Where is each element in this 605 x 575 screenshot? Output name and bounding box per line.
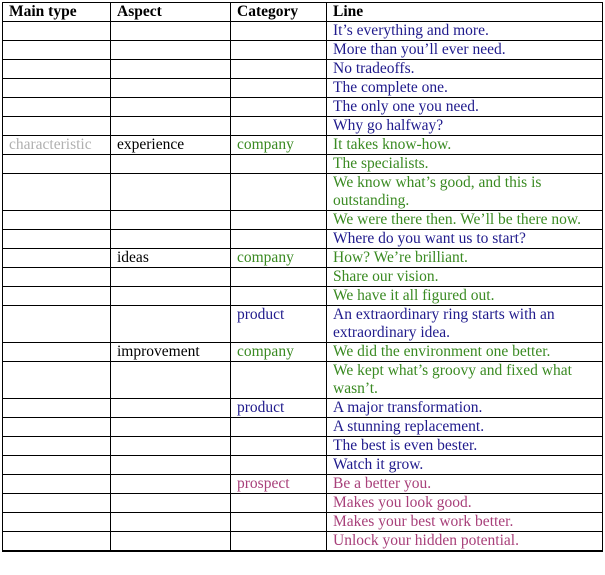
aspect-cell	[111, 230, 231, 249]
main-type-cell	[3, 117, 111, 136]
category-cell	[231, 532, 327, 551]
line-cell: Makes you look good.	[327, 494, 603, 513]
table-row	[3, 532, 603, 551]
aspect-cell	[111, 79, 231, 98]
category-cell	[231, 174, 327, 211]
table-row	[3, 306, 603, 343]
table-row	[3, 249, 603, 268]
header-category: Category	[231, 3, 327, 22]
aspect-cell	[111, 155, 231, 174]
line-cell: Watch it grow.	[327, 456, 603, 475]
category-cell	[231, 287, 327, 306]
table-row	[3, 418, 603, 437]
main-type-cell	[3, 513, 111, 532]
category-cell	[231, 22, 327, 41]
aspect-cell	[111, 60, 231, 79]
table-row	[3, 343, 603, 362]
aspect-cell	[111, 268, 231, 287]
table-row	[3, 475, 603, 494]
main-type-cell	[3, 230, 111, 249]
line-cell: Unlock your hidden potential.	[327, 532, 603, 551]
main-type-cell	[3, 362, 111, 399]
category-cell: prospect	[231, 475, 327, 494]
line-cell: We have it all figured out.	[327, 287, 603, 306]
main-type-cell	[3, 98, 111, 117]
taglines-table	[2, 2, 603, 552]
category-cell	[231, 41, 327, 60]
table-row	[3, 155, 603, 174]
line-cell: It takes know-how.	[327, 136, 603, 155]
main-type-cell	[3, 174, 111, 211]
aspect-cell	[111, 437, 231, 456]
table-row	[3, 60, 603, 79]
category-cell: product	[231, 306, 327, 343]
aspect-cell	[111, 532, 231, 551]
main-type-cell	[3, 268, 111, 287]
line-cell: The complete one.	[327, 79, 603, 98]
line-cell: Share our vision.	[327, 268, 603, 287]
category-cell	[231, 456, 327, 475]
line-cell	[327, 551, 603, 552]
line-cell: How? We’re brilliant.	[327, 249, 603, 268]
header-aspect: Aspect	[111, 3, 231, 22]
table-row	[3, 174, 603, 211]
category-cell	[231, 418, 327, 437]
category-cell	[231, 117, 327, 136]
main-type-cell	[3, 494, 111, 513]
main-type-cell	[3, 399, 111, 418]
line-cell: We know what’s good, and this is outstanding.	[327, 174, 603, 211]
category-cell: product	[231, 399, 327, 418]
aspect-cell	[111, 418, 231, 437]
line-cell: Makes your best work better.	[327, 513, 603, 532]
line-cell: More than you’ll ever need.	[327, 41, 603, 60]
main-type-cell	[3, 306, 111, 343]
category-cell	[231, 98, 327, 117]
table-row	[3, 551, 603, 552]
aspect-cell: improvement	[111, 343, 231, 362]
aspect-cell	[111, 98, 231, 117]
aspect-cell	[111, 211, 231, 230]
line-cell: We kept what’s groovy and fixed what wasn’t.	[327, 362, 603, 399]
line-cell: No tradeoffs.	[327, 60, 603, 79]
aspect-cell	[111, 174, 231, 211]
aspect-cell	[111, 494, 231, 513]
main-type-cell	[3, 456, 111, 475]
aspect-cell	[111, 306, 231, 343]
line-cell: The only one you need.	[327, 98, 603, 117]
table-row	[3, 136, 603, 155]
main-type-cell	[3, 41, 111, 60]
aspect-cell	[111, 513, 231, 532]
aspect-cell	[111, 22, 231, 41]
main-type-cell	[3, 343, 111, 362]
line-cell: It’s everything and more.	[327, 22, 603, 41]
line-cell: We were there then. We’ll be there now.	[327, 211, 603, 230]
category-cell	[231, 79, 327, 98]
category-cell: company	[231, 343, 327, 362]
line-cell: Why go halfway?	[327, 117, 603, 136]
aspect-cell	[111, 475, 231, 494]
category-cell	[231, 230, 327, 249]
category-cell	[231, 494, 327, 513]
line-cell: We did the environment one better.	[327, 343, 603, 362]
aspect-cell	[111, 456, 231, 475]
line-cell: The specialists.	[327, 155, 603, 174]
aspect-cell	[111, 41, 231, 60]
line-cell: The best is even bester.	[327, 437, 603, 456]
category-cell	[231, 362, 327, 399]
table-row	[3, 22, 603, 41]
category-cell	[231, 437, 327, 456]
table-row	[3, 399, 603, 418]
line-cell: A major transformation.	[327, 399, 603, 418]
main-type-cell	[3, 532, 111, 551]
table-row	[3, 41, 603, 60]
main-type-cell	[3, 60, 111, 79]
aspect-cell: experience	[111, 136, 231, 155]
category-cell	[231, 211, 327, 230]
table-row	[3, 494, 603, 513]
category-cell	[231, 60, 327, 79]
main-type-cell	[3, 418, 111, 437]
table-row	[3, 287, 603, 306]
category-cell: company	[231, 249, 327, 268]
main-type-cell	[3, 22, 111, 41]
main-type-cell	[3, 287, 111, 306]
main-type-cell	[3, 475, 111, 494]
table-row	[3, 362, 603, 399]
main-type-cell	[3, 249, 111, 268]
aspect-cell: ideas	[111, 249, 231, 268]
header-line: Line	[327, 3, 603, 22]
table-row	[3, 268, 603, 287]
aspect-cell	[111, 117, 231, 136]
table-row	[3, 513, 603, 532]
table-row	[3, 230, 603, 249]
line-cell: Be a better you.	[327, 475, 603, 494]
header-main-type: Main type	[3, 3, 111, 22]
aspect-cell	[111, 399, 231, 418]
table-row	[3, 456, 603, 475]
category-cell	[231, 551, 327, 552]
main-type-cell: characteristic	[3, 136, 111, 155]
table-row	[3, 211, 603, 230]
table-body	[3, 22, 603, 552]
line-cell: An extraordinary ring starts with an extraordinary idea.	[327, 306, 603, 343]
line-cell: A stunning replacement.	[327, 418, 603, 437]
main-type-cell	[3, 551, 111, 552]
category-cell	[231, 155, 327, 174]
category-cell: company	[231, 136, 327, 155]
category-cell	[231, 513, 327, 532]
aspect-cell	[111, 551, 231, 552]
aspect-cell	[111, 362, 231, 399]
table-row	[3, 117, 603, 136]
table-row	[3, 437, 603, 456]
header-row	[3, 3, 603, 22]
table-row	[3, 98, 603, 117]
aspect-cell	[111, 287, 231, 306]
main-type-cell	[3, 211, 111, 230]
main-type-cell	[3, 155, 111, 174]
line-cell: Where do you want us to start?	[327, 230, 603, 249]
main-type-cell	[3, 79, 111, 98]
main-type-cell	[3, 437, 111, 456]
category-cell	[231, 268, 327, 287]
table-row	[3, 79, 603, 98]
